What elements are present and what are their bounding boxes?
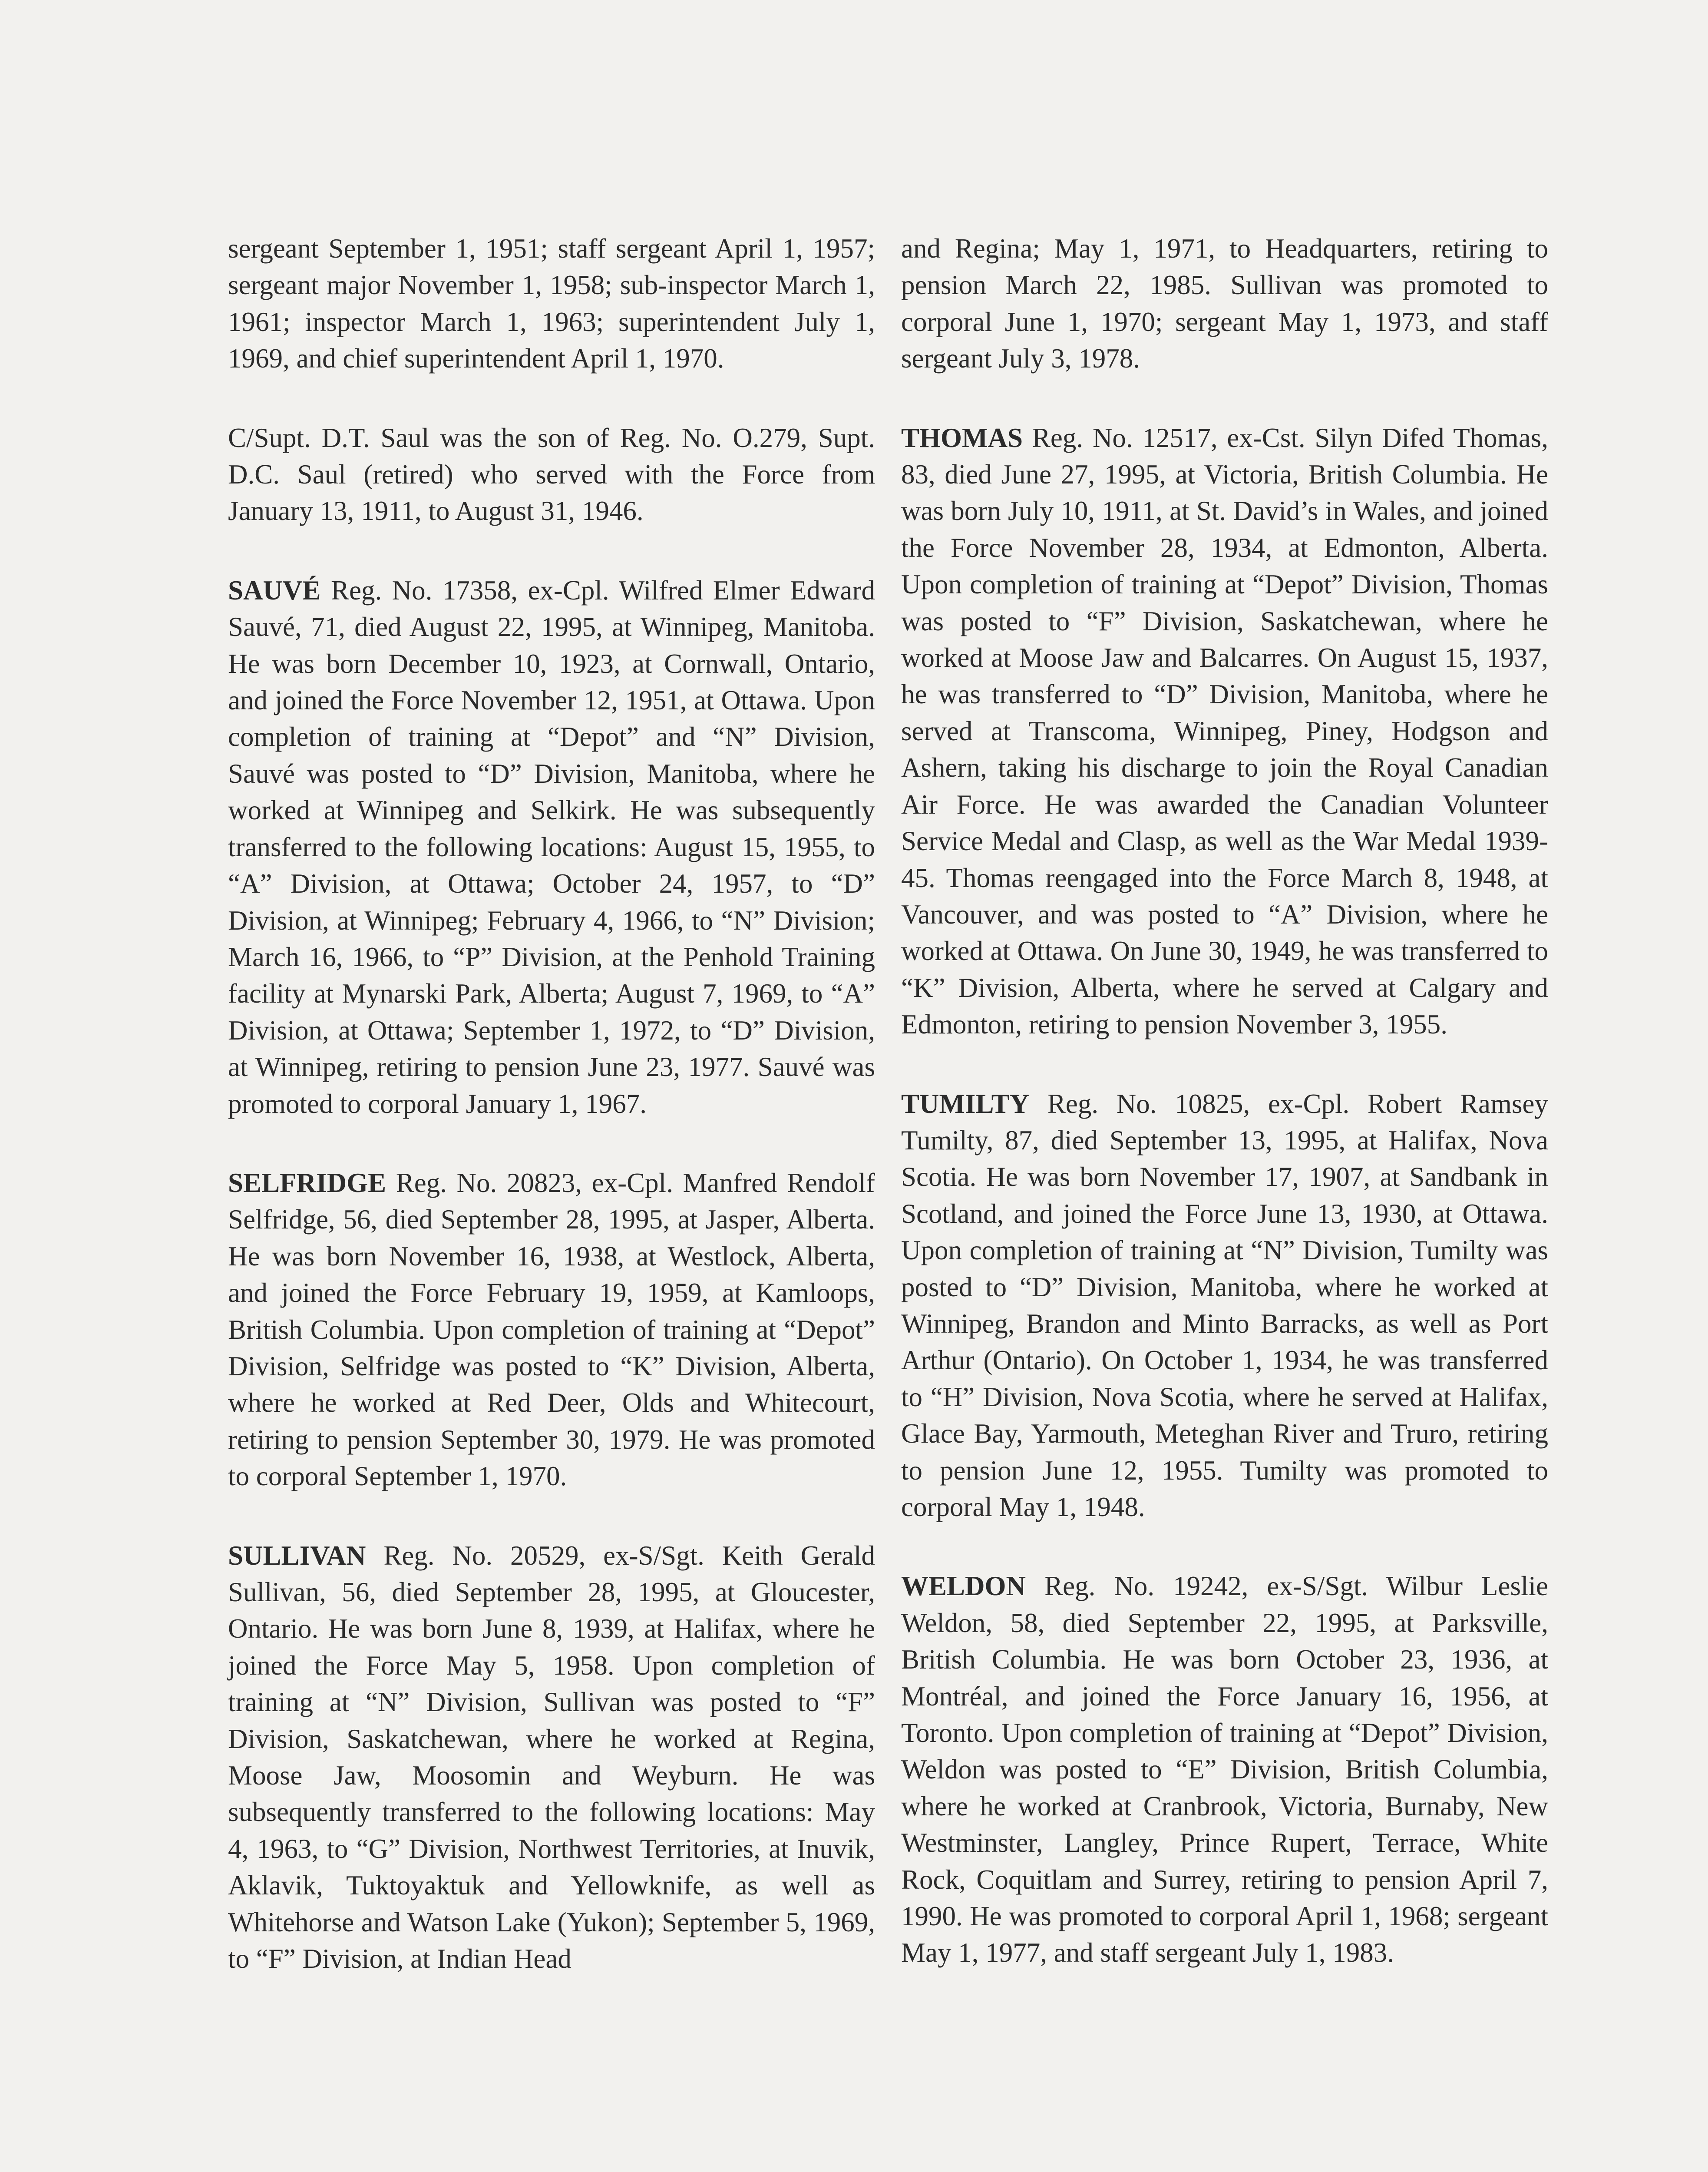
obituary-text-selfridge: Reg. No. 20823, ex-Cpl. Manfred Rendolf Selfridge, 56, died September 28, 1995, at Jasper, Alberta. He was born November 16, 1938, at Westlock, Alberta, and joined the Force February 19, 1959, at Kamloops, British Columbia. Upon completion of training at “Depot” Division, Selfridge was posted to “K” Division, Alberta, where he worked at Red Deer, Olds and Whitecourt, retiring to pension September 30, 1979. He was promoted to corporal September 1, 1970. [228,1167,875,1492]
obituary-sullivan [228,1537,875,1977]
obituary-text-sullivan: Reg. No. 20529, ex-S/Sgt. Keith Gerald Sullivan, 56, died September 28, 1995, at Gloucester, Ontario. He was born June 8, 1939, at Halifax, where he joined the Force May 5, 1958. Upon completion of training at “N” Division, Sullivan was posted to “F” Division, Saskatchewan, where he worked at Regina, Moose Jaw, Moosomin and Weyburn. He was subsequently transferred to the following locations: May 4, 1963, to “G” Division, Northwest Territories, at Inuvik, Aklavik, Tuktoyaktuk and Yellowknife, as well as Whitehorse and Watson Lake (Yukon); September 5, 1969, to “F” Division, at Indian Head [228,1540,875,1974]
obituary-text-sauve: Reg. No. 17358, ex-Cpl. Wilfred Elmer Edward Sauvé, 71, died August 22, 1995, at Winnipeg, Manitoba. He was born December 10, 1923, at Cornwall, Ontario, and joined the Force November 12, 1951, at Ottawa. Upon completion of training at “Depot” and “N” Division, Sauvé was posted to “D” Division, Manitoba, where he worked at Winnipeg and Selkirk. He was subsequently transferred to the following locations: August 15, 1955, to “A” Division, at Ottawa; October 24, 1957, to “D” Division, at Winnipeg; February 4, 1966, to “N” Division; March 16, 1966, to “P” Division, at the Penhold Training facility at Mynarski Park, Alberta; August 7, 1969, to “A” Division, at Ottawa; September 1, 1972, to “D” Division, at Winnipeg, retiring to pension June 23, 1977. Sauvé was promoted to corporal January 1, 1967. [228,575,875,1119]
obituary-thomas [901,420,1548,1043]
surname-sullivan: SULLIVAN [228,1540,366,1571]
right-column [901,230,1548,2014]
obituary-sauve [228,572,875,1122]
surname-sauve: SAUVÉ [228,575,321,606]
continuation-paragraph: sergeant September 1, 1951; staff sergeant April 1, 1957; sergeant major November 1, 1958; sub-inspector March 1, 1961; inspector March 1, 1963; superintendent July 1, 1969, and chief superintendent April 1, 1970. [228,233,875,374]
surname-selfridge: SELFRIDGE [228,1167,387,1198]
sullivan-continuation-paragraph: and Regina; May 1, 1971, to Headquarters, retiring to pension March 22, 1985. Sullivan was promoted to corporal June 1, 1970; sergeant May 1, 1973, and staff sergeant July 3, 1978. [901,233,1548,374]
saul-note-paragraph: C/Supt. D.T. Saul was the son of Reg. No. O.279, Supt. D.C. Saul (retired) who served with the Force from January 13, 1911, to August 31, 1946. [228,422,875,526]
obituary-text-weldon: Reg. No. 19242, ex-S/Sgt. Wilbur Leslie Weldon, 58, died September 22, 1995, at Parksville, British Columbia. He was born October 23, 1936, at Montréal, and joined the Force January 16, 1956, at Toronto. Upon completion of training at “Depot” Division, Weldon was posted to “E” Division, British Columbia, where he worked at Cranbrook, Victoria, Burnaby, New Westminster, Langley, Prince Rupert, Terrace, White Rock, Coquitlam and Surrey, retiring to pension April 7, 1990. He was promoted to corporal April 1, 1968; sergeant May 1, 1977, and staff sergeant July 1, 1983. [901,1571,1548,1968]
obituary-tumilty [901,1086,1548,1526]
surname-tumilty: TUMILTY [901,1088,1030,1119]
surname-weldon: WELDON [901,1571,1026,1602]
obituary-text-tumilty: Reg. No. 10825, ex-Cpl. Robert Ramsey Tumilty, 87, died September 13, 1995, at Halifax, Nova Scotia. He was born November 17, 1907, at Sandbank in Scotland, and joined the Force June 13, 1930, at Ottawa. Upon completion of training at “N” Division, Tumilty was posted to “D” Division, Manitoba, where he worked at Winnipeg, Brandon and Minto Barracks, as well as Port Arthur (Ontario). On October 1, 1934, he was transferred to “H” Division, Nova Scotia, where he served at Halifax, Glace Bay, Yarmouth, Meteghan River and Truro, retiring to pension June 12, 1955. Tumilty was promoted to corporal May 1, 1948. [901,1088,1548,1522]
obituary-selfridge [228,1165,875,1495]
left-column [228,230,875,2020]
surname-thomas: THOMAS [901,422,1023,453]
obituary-text-thomas: Reg. No. 12517, ex-Cst. Silyn Difed Thomas, 83, died June 27, 1995, at Victoria, British Columbia. He was born July 10, 1911, at St. David’s in Wales, and joined the Force November 28, 1934, at Edmonton, Alberta. Upon completion of training at “Depot” Division, Thomas was posted to “F” Division, Saskatchewan, where he worked at Moose Jaw and Balcarres. On August 15, 1937, he was transferred to “D” Division, Manitoba, where he served at Transcoma, Winnipeg, Piney, Hodgson and Ashern, taking his discharge to join the Royal Canadian Air Force. He was awarded the Canadian Volunteer Service Medal and Clasp, as well as the War Medal 1939-45. Thomas reengaged into the Force March 8, 1948, at Vancouver, and was posted to “A” Division, where he worked at Ottawa. On June 30, 1949, he was transferred to “K” Division, Alberta, where he served at Calgary and Edmonton, retiring to pension November 3, 1955. [901,422,1548,1040]
obituary-weldon [901,1568,1548,1971]
